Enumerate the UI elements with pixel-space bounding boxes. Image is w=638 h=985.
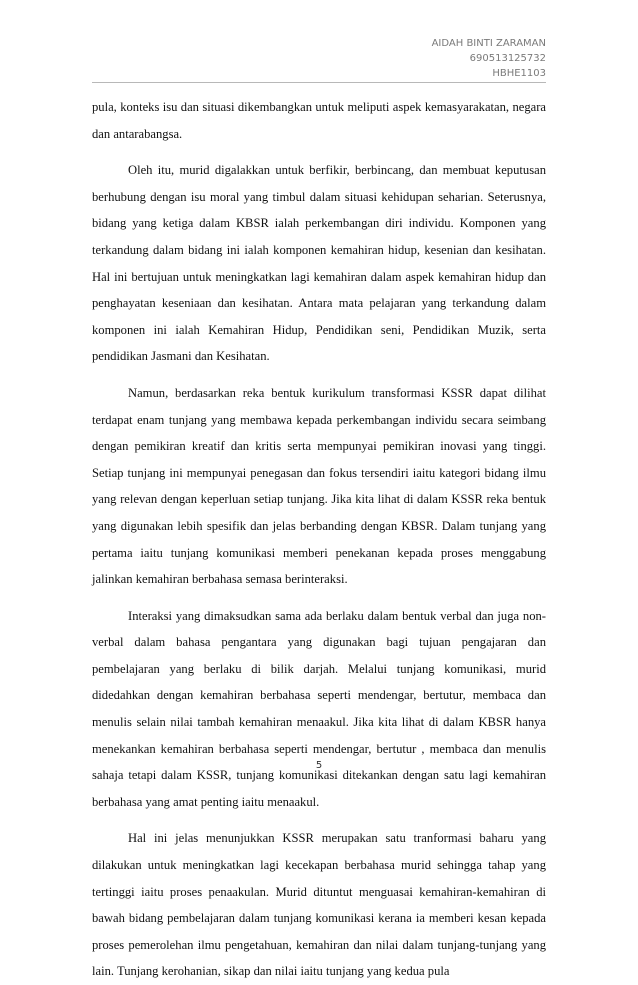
paragraph-1: pula, konteks isu dan situasi dikembangkan untuk meliputi aspek kemasyarakatan, negara dan antarabangsa. xyxy=(92,100,546,141)
page-number: 5 xyxy=(315,760,323,771)
paragraph-2: Oleh itu, murid digalakkan untuk berfikir, berbincang, dan membuat keputusan berhubung dengan isu moral yang timbul dalam situasi kehidupan seharian. Seterusnya, bidang yang ketiga dalam KBSR ialah perkembangan diri individu. Komponen yang terkandung dalam bidang ini ialah komponen kemahiran hidup, kesenian dan kesihatan. Hal ini bertujuan untuk meningkatkan lagi kemahiran dalam aspek kemahiran hidup dan penghayatan keseniaan dan kesihatan. Antara mata pelajaran yang terkandung dalam komponen ini ialah Kemahiran Hidup, Pendidikan seni, Pendidikan Muzik, serta pendidikan Jasmani dan Kesihatan. xyxy=(92,163,546,364)
paragraph-3: Namun, berdasarkan reka bentuk kurikulum transformasi KSSR dapat dilihat terdapat enam tunjang yang membawa kepada perkembangan individu secara seimbang dengan pemikiran kreatif dan kritis serta mempunyai pemikiran inovasi yang tinggi. Setiap tunjang ini mempunyai penegasan dan fokus tersendiri iaitu kategori bidang ilmu yang relevan dengan keperluan setiap tunjang. Jika kita lihat di dalam KSSR reka bentuk yang digunakan lebih spesifik dan jelas berbanding dengan KBSR. Dalam tunjang yang pertama iaitu tunjang komunikasi memberi penekanan kepada proses menggabung jalinkan kemahiran berbahasa semasa berinteraksi. xyxy=(92,385,546,587)
header-course-code: HBHE1103 xyxy=(492,68,546,79)
paragraph-5: Hal ini jelas menunjukkan KSSR merupakan satu tranformasi baharu yang dilakukan untuk meningkatkan lagi kecekapan berbahasa murid sehingga tahap yang tertinggi iaitu proses penaakulan. Murid dituntut menguasai kemahiran-kemahiran di bawah bidang pembelajaran dalam tunjang komunikasi kerana ia memberi kesan kepada proses pemerolehan ilmu pengetahuan, kemahiran dan nilai dalam tunjang-tunjang yang lain. Tunjang kerohanian, sikap dan nilai iaitu tunjang yang kedua pula xyxy=(92,831,546,979)
header-author-name: AIDAH BINTI ZARAMAN xyxy=(431,38,546,49)
header-student-id: 690513125732 xyxy=(469,53,546,64)
document-body xyxy=(92,94,546,985)
page-header xyxy=(432,36,546,81)
header-divider xyxy=(92,82,546,83)
paragraph-4: Interaksi yang dimaksudkan sama ada berlaku dalam bentuk verbal dan juga non-verbal dalam bahasa pengantara yang digunakan bagi tujuan pengajaran dan pembelajaran yang berlaku di bilik darjah. Melalui tunjang komunikasi, murid didedahkan dengan kemahiran berbahasa seperti mendengar, bertutur, membaca dan menulis selain nilai tambah kemahiran menaakul. Jika kita lihat di dalam KBSR hanya menekankan kemahiran berbahasa seperti mendengar, bertutur , membaca dan menulis sahaja tetapi dalam KSSR, tunjang komunikasi ditekankan dengan satu lagi kemahiran berbahasa yang amat penting iaitu menaakul. xyxy=(92,608,546,809)
